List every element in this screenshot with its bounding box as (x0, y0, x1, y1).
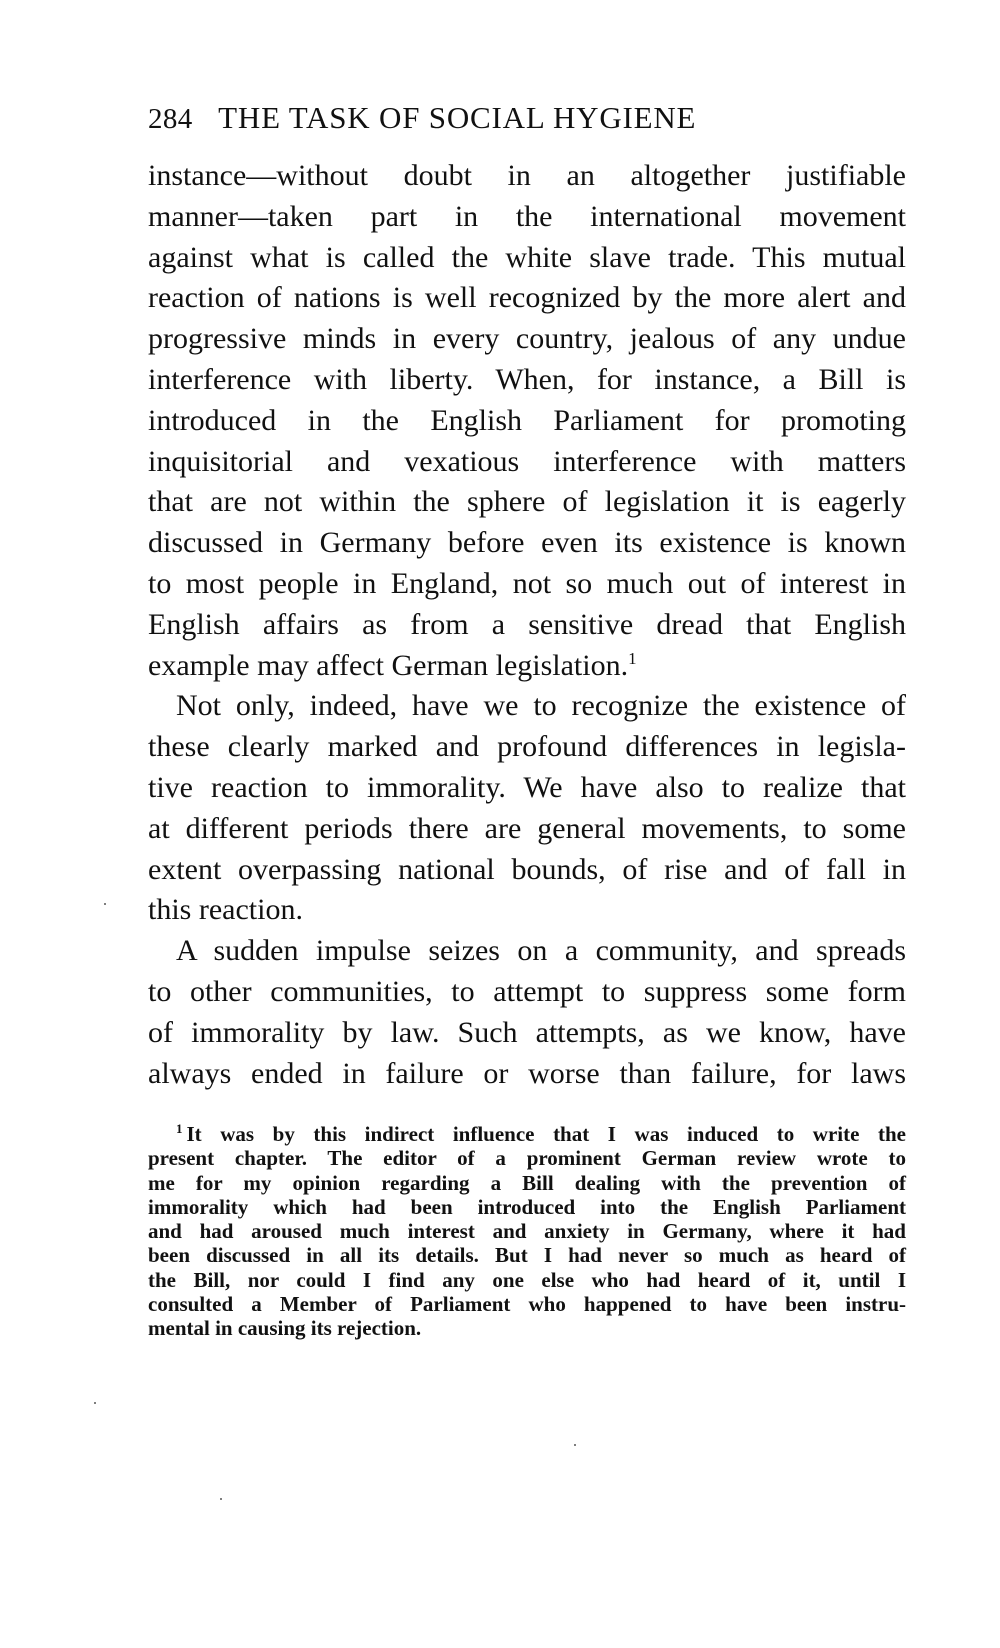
text-line: at different periods there are general movements, to some (148, 811, 906, 845)
text-line: example may affect German legislation. (148, 648, 629, 682)
running-title: THE TASK OF SOCIAL HYGIENE (218, 100, 697, 135)
footnote-marker: 1 (176, 1121, 183, 1136)
footnote-line: immorality which had been introduced into the English Parliament (148, 1194, 906, 1219)
text-line: Not only, indeed, have we to recognize the existence of (176, 689, 906, 723)
footnote-line: and had aroused much interest and anxiety in Germany, where it had (148, 1219, 906, 1244)
text-line: reaction of nations is well recognized by the more alert and (148, 281, 906, 315)
text-line: against what is called the white slave trade. This mutual (148, 240, 906, 274)
footnote-line: mental in causing its rejection. (148, 1316, 422, 1341)
text-line: always ended in failure or worse than failure, for laws (148, 1056, 906, 1090)
footnote-line: been discussed in all its details. But I had never so much as heard of (148, 1243, 906, 1268)
text-line: interference with liberty. When, for instance, a Bill is (148, 362, 906, 396)
text-line: A sudden impulse seizes on a community, and spreads (176, 934, 906, 968)
paper-speck (104, 903, 106, 905)
footnote-text: It was by this indirect influence that I was induced to write the (186, 1122, 906, 1146)
paper-speck (574, 1444, 576, 1446)
text-line: to most people in England, not so much out of interest in (148, 566, 906, 600)
text-line-with-footnote-ref (148, 646, 906, 687)
footnote-line: present chapter. The editor of a prominent German review wrote to (148, 1146, 906, 1171)
text-line: discussed in Germany before even its existence is known (148, 526, 906, 560)
text-line: to other communities, to attempt to suppress some form (148, 974, 906, 1008)
text-line: introduced in the English Parliament for promoting (148, 403, 906, 437)
running-head (148, 100, 908, 144)
text-line: this reaction. (148, 893, 303, 927)
text-line: that are not within the sphere of legislation it is eagerly (148, 485, 906, 519)
footnote-reference[interactable]: 1 (628, 648, 637, 668)
text-line: extent overpassing national bounds, of rise and of fall in (148, 852, 906, 886)
text-line: of immorality by law. Such attempts, as we know, have (148, 1015, 906, 1049)
text-line: progressive minds in every country, jealous of any undue (148, 322, 906, 356)
main-text (148, 156, 906, 1094)
footnote-line: consulted a Member of Parliament who happened to have been instru- (148, 1292, 906, 1317)
text-line: inquisitorial and vexatious interference with matters (148, 444, 906, 478)
text-line: manner—taken part in the international movement (148, 199, 906, 233)
text-line: tive reaction to immorality. We have also to realize that (148, 770, 906, 804)
text-line: English affairs as from a sensitive dread that English (148, 607, 906, 641)
footnote-line: me for my opinion regarding a Bill dealing with the prevention of (148, 1170, 906, 1195)
text-line: these clearly marked and profound differences in legisla- (148, 730, 906, 764)
footnote (148, 1122, 906, 1341)
footnote-line (148, 1122, 906, 1146)
paper-speck (94, 1402, 96, 1404)
footnote-line: the Bill, nor could I find any one else who had heard of it, until I (148, 1267, 906, 1292)
page-number: 284 (148, 103, 193, 135)
text-line: instance—without doubt in an altogether justifiable (148, 159, 906, 192)
paper-speck (220, 1498, 222, 1500)
